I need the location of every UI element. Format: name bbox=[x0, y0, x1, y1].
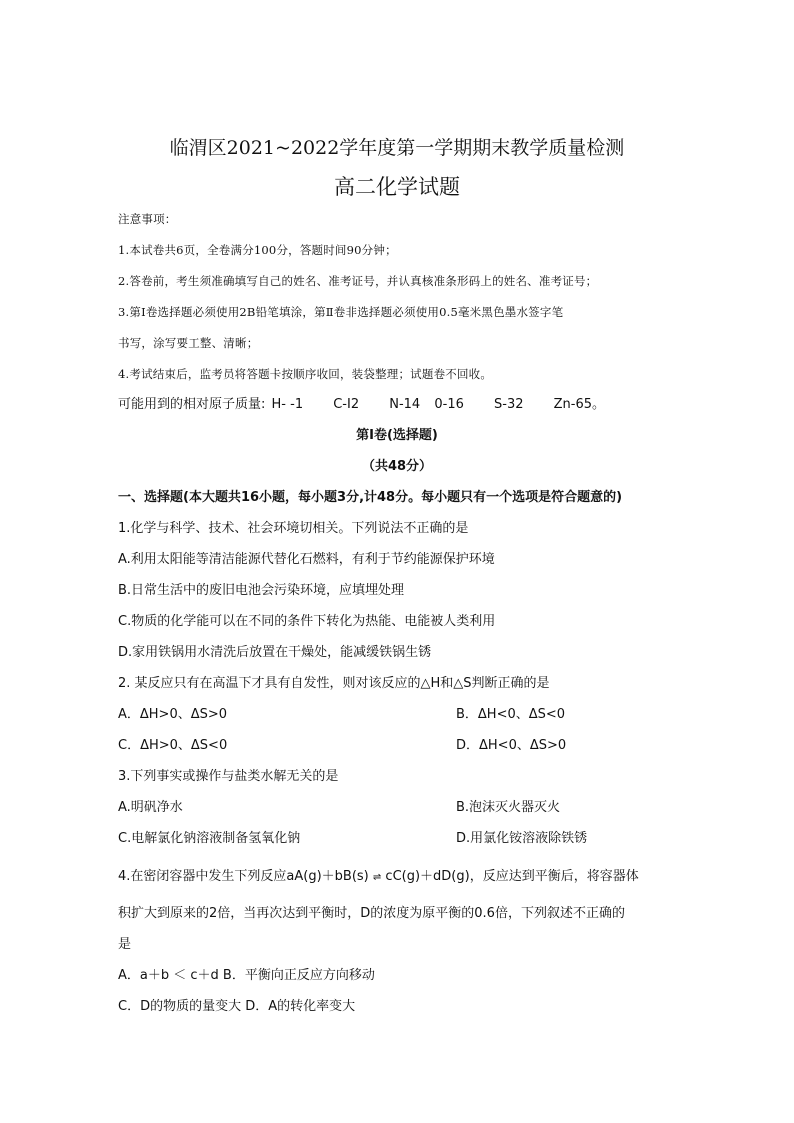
question-4-stem-pre: 4.在密闭容器中发生下列反应aA(g)＋bB(s) bbox=[118, 869, 369, 884]
question-2-stem: 2. 某反应只有在高温下才具有自发性，则对该反应的△H和△S判断正确的是 bbox=[118, 676, 550, 691]
note-item: 1.本试卷共6页，全卷满分100分，答题时间90分钟； bbox=[118, 243, 397, 257]
question-1-option-b: B.日常生活中的废旧电池会污染环境，应填埋处理 bbox=[118, 583, 405, 598]
atomic-mass-item: C-I2 bbox=[333, 397, 360, 412]
question-4-line-3: 是 bbox=[118, 937, 132, 952]
exam-title: 临渭区2021~2022学年度第一学期期末教学质量检测 bbox=[169, 137, 625, 159]
question-2-option-b: B．ΔH<0、ΔS<0 bbox=[456, 707, 566, 722]
atomic-mass-item: S-32 bbox=[494, 397, 524, 412]
exam-subtitle: 高二化学试题 bbox=[334, 175, 460, 199]
question-2-option-a: A．ΔH>0、ΔS>0 bbox=[118, 707, 228, 722]
note-item: 4.考试结束后，监考员将答题卡按顺序收回，装袋整理；试题卷不回收。 bbox=[118, 367, 493, 381]
question-1-option-c: C.物质的化学能可以在不同的条件下转化为热能、电能被人类利用 bbox=[118, 614, 496, 629]
atomic-mass-item: 0-16 bbox=[434, 397, 464, 412]
note-item: 书写，涂写要工整、清晰； bbox=[118, 336, 259, 350]
question-3-option-a: A.明矾净水 bbox=[118, 800, 183, 815]
atomic-mass-item: Zn-65。 bbox=[553, 397, 606, 412]
question-2-option-d: D．ΔH<0、ΔS>0 bbox=[456, 738, 567, 753]
question-4-stem-post: cC(g)＋dD(g)，反应达到平衡后，将容器体 bbox=[385, 869, 639, 884]
question-3-option-c: C.电解氯化钠溶液制备氢氧化钠 bbox=[118, 831, 301, 846]
atomic-mass-item: H- -1 bbox=[271, 397, 304, 412]
section-score: （共48分） bbox=[361, 459, 433, 474]
question-3-option-d: D.用氯化铵溶液除铁锈 bbox=[456, 831, 588, 846]
question-3-option-b: B.泡沫灭火器灭火 bbox=[456, 800, 561, 815]
question-4-line-2: 积扩大到原来的2倍，当再次达到平衡时，D的浓度为原平衡的0.6倍，下列叙述不正确的 bbox=[118, 906, 625, 921]
question-3-stem: 3.下列事实或操作与盐类水解无关的是 bbox=[118, 769, 339, 784]
question-4-options-ab: A．a＋b ＜ c＋d B．平衡向正反应方向移动 bbox=[118, 968, 375, 983]
atomic-mass-label: 可能用到的相对原子质量: bbox=[118, 397, 266, 412]
section-title: 第Ⅰ卷(选择题) bbox=[356, 428, 438, 443]
question-1-option-a: A.利用太阳能等清洁能源代替化石燃料，有利于节约能源保护环境 bbox=[118, 552, 495, 567]
notes-label: 注意事项： bbox=[118, 212, 177, 226]
atomic-mass-item: N-14 bbox=[389, 397, 421, 412]
note-item: 2.答卷前，考生须准确填写自己的姓名、准考证号，并认真核准条形码上的姓名、准考证号； bbox=[118, 274, 598, 288]
question-1-option-d: D.家用铁锅用水清洗后放置在干燥处，能减缓铁锅生锈 bbox=[118, 645, 432, 660]
equilibrium-arrow-icon: ⇌ bbox=[372, 872, 382, 883]
question-4-stem bbox=[118, 869, 639, 886]
note-item: 3.第Ⅰ卷选择题必须使用2B铅笔填涂，第Ⅱ卷非选择题必须使用0.5毫米黑色墨水签字笔 bbox=[118, 305, 564, 319]
atomic-mass-line bbox=[118, 397, 631, 413]
section-heading: 一、选择题(本大题共16小题，每小题3分,计48分。每小题只有一个选项是符合题意的) bbox=[118, 490, 623, 505]
question-4-options-cd: C．D的物质的量变大 D．A的转化率变大 bbox=[118, 999, 356, 1014]
question-2-option-c: C．ΔH>0、ΔS<0 bbox=[118, 738, 228, 753]
question-1-stem: 1.化学与科学、技术、社会环境切相关。下列说法不正确的是 bbox=[118, 521, 469, 536]
